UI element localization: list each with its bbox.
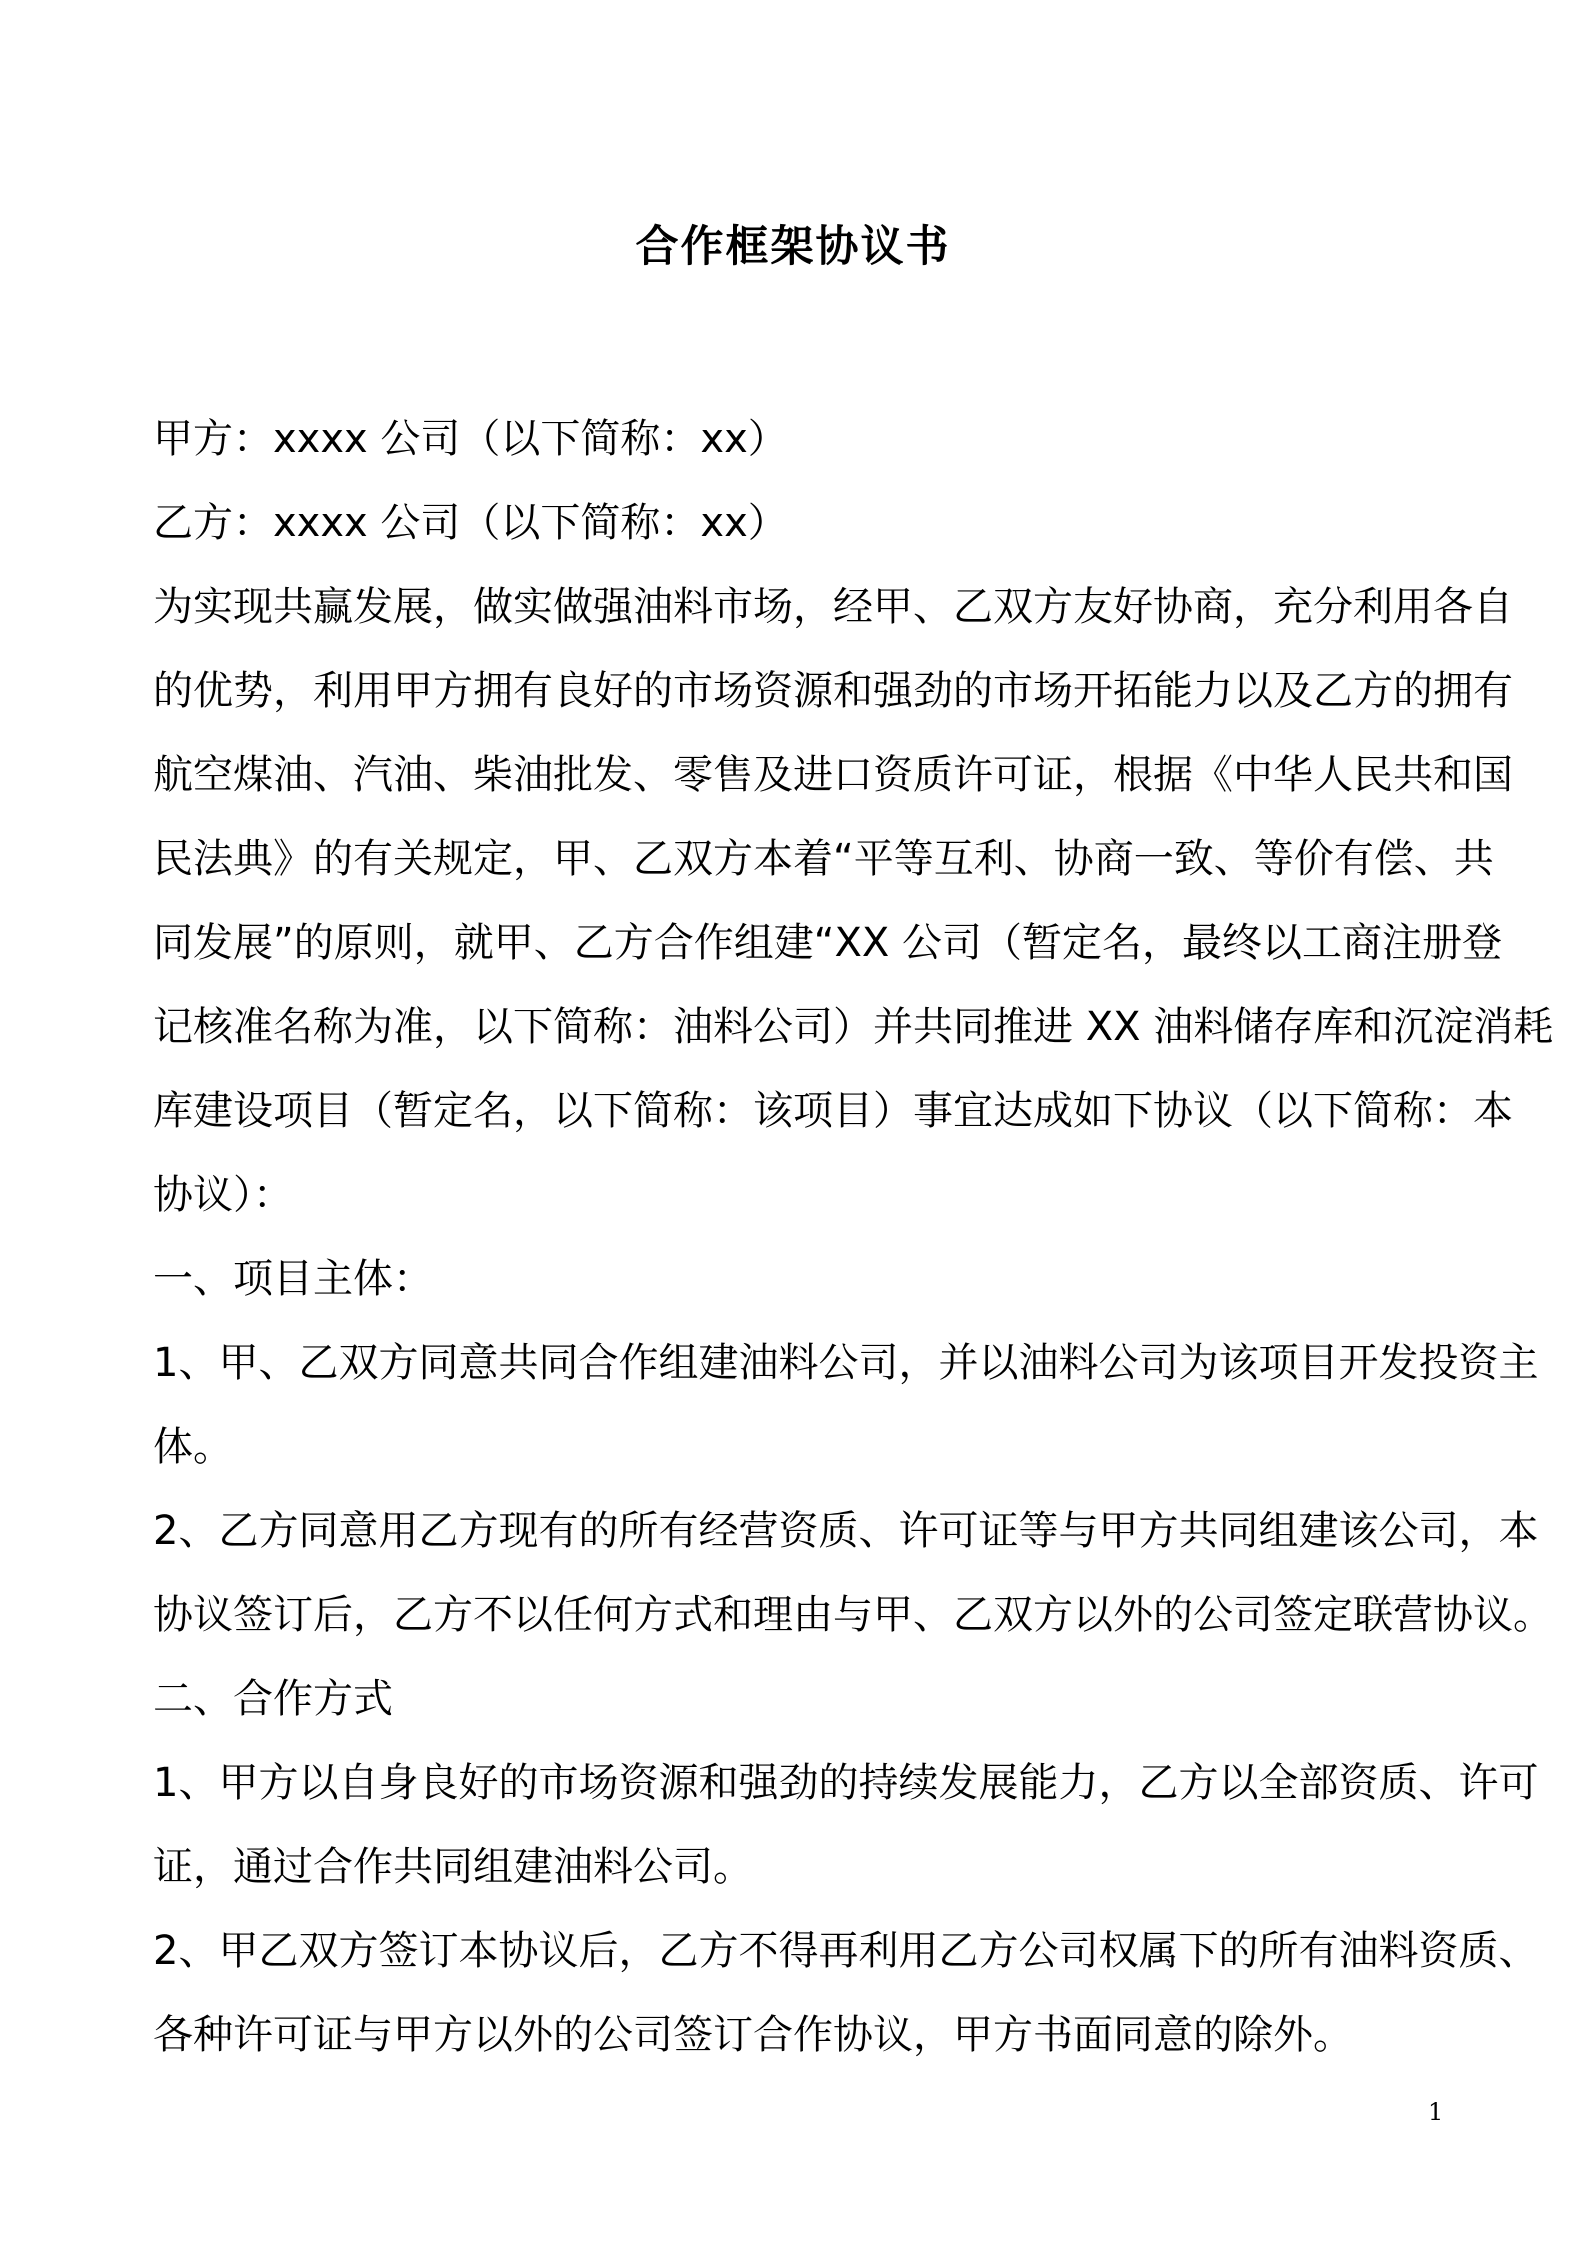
preamble-line: 为实现共赢发展，做实做强油料市场，经甲、乙双方友好协商，充分利用各自	[153, 584, 1513, 630]
preamble-line: 民法典》的有关规定，甲、乙双方本着“平等互利、协商一致、等价有偿、共	[153, 836, 1494, 882]
page-number: 1	[1428, 2098, 1444, 2126]
preamble-line: 协议）：	[153, 1172, 293, 1218]
preamble-line: 库建设项目（暂定名，以下简称：该项目）事宜达成如下协议（以下简称：本	[153, 1088, 1513, 1134]
party-b-line: 乙方：xxxx 公司（以下简称：xx）	[153, 500, 788, 546]
clause-line: 证，通过合作共同组建油料公司。	[153, 1844, 753, 1890]
clause-line: 体。	[153, 1424, 233, 1470]
party-a-line: 甲方：xxxx 公司（以下简称：xx）	[153, 416, 788, 462]
clause-line: 2、乙方同意用乙方现有的所有经营资质、许可证等与甲方共同组建该公司，本	[153, 1508, 1539, 1554]
clause-line: 各种许可证与甲方以外的公司签订合作协议，甲方书面同意的除外。	[153, 2012, 1353, 2058]
section-heading-project-subject: 一、项目主体：	[153, 1256, 433, 1302]
preamble-line: 航空煤油、汽油、柴油批发、零售及进口资质许可证，根据《中华人民共和国	[153, 752, 1513, 798]
clause-line: 协议签订后，乙方不以任何方式和理由与甲、乙双方以外的公司签定联营协议。	[153, 1592, 1553, 1638]
preamble-line: 的优势，利用甲方拥有良好的市场资源和强劲的市场开拓能力以及乙方的拥有	[153, 668, 1513, 714]
preamble-line: 记核准名称为准，以下简称：油料公司）并共同推进 XX 油料储存库和沉淀消耗	[153, 1004, 1554, 1050]
document-title: 合作框架协议书	[635, 222, 951, 272]
section-heading-cooperation-method: 二、合作方式	[153, 1676, 393, 1722]
clause-line: 1、甲方以自身良好的市场资源和强劲的持续发展能力，乙方以全部资质、许可	[153, 1760, 1539, 1806]
preamble-line: 同发展”的原则，就甲、乙方合作组建“XX 公司（暂定名，最终以工商注册登	[153, 920, 1502, 966]
clause-line: 1、甲、乙双方同意共同合作组建油料公司，并以油料公司为该项目开发投资主	[153, 1340, 1539, 1386]
clause-line: 2、甲乙双方签订本协议后，乙方不得再利用乙方公司权属下的所有油料资质、	[153, 1928, 1539, 1974]
